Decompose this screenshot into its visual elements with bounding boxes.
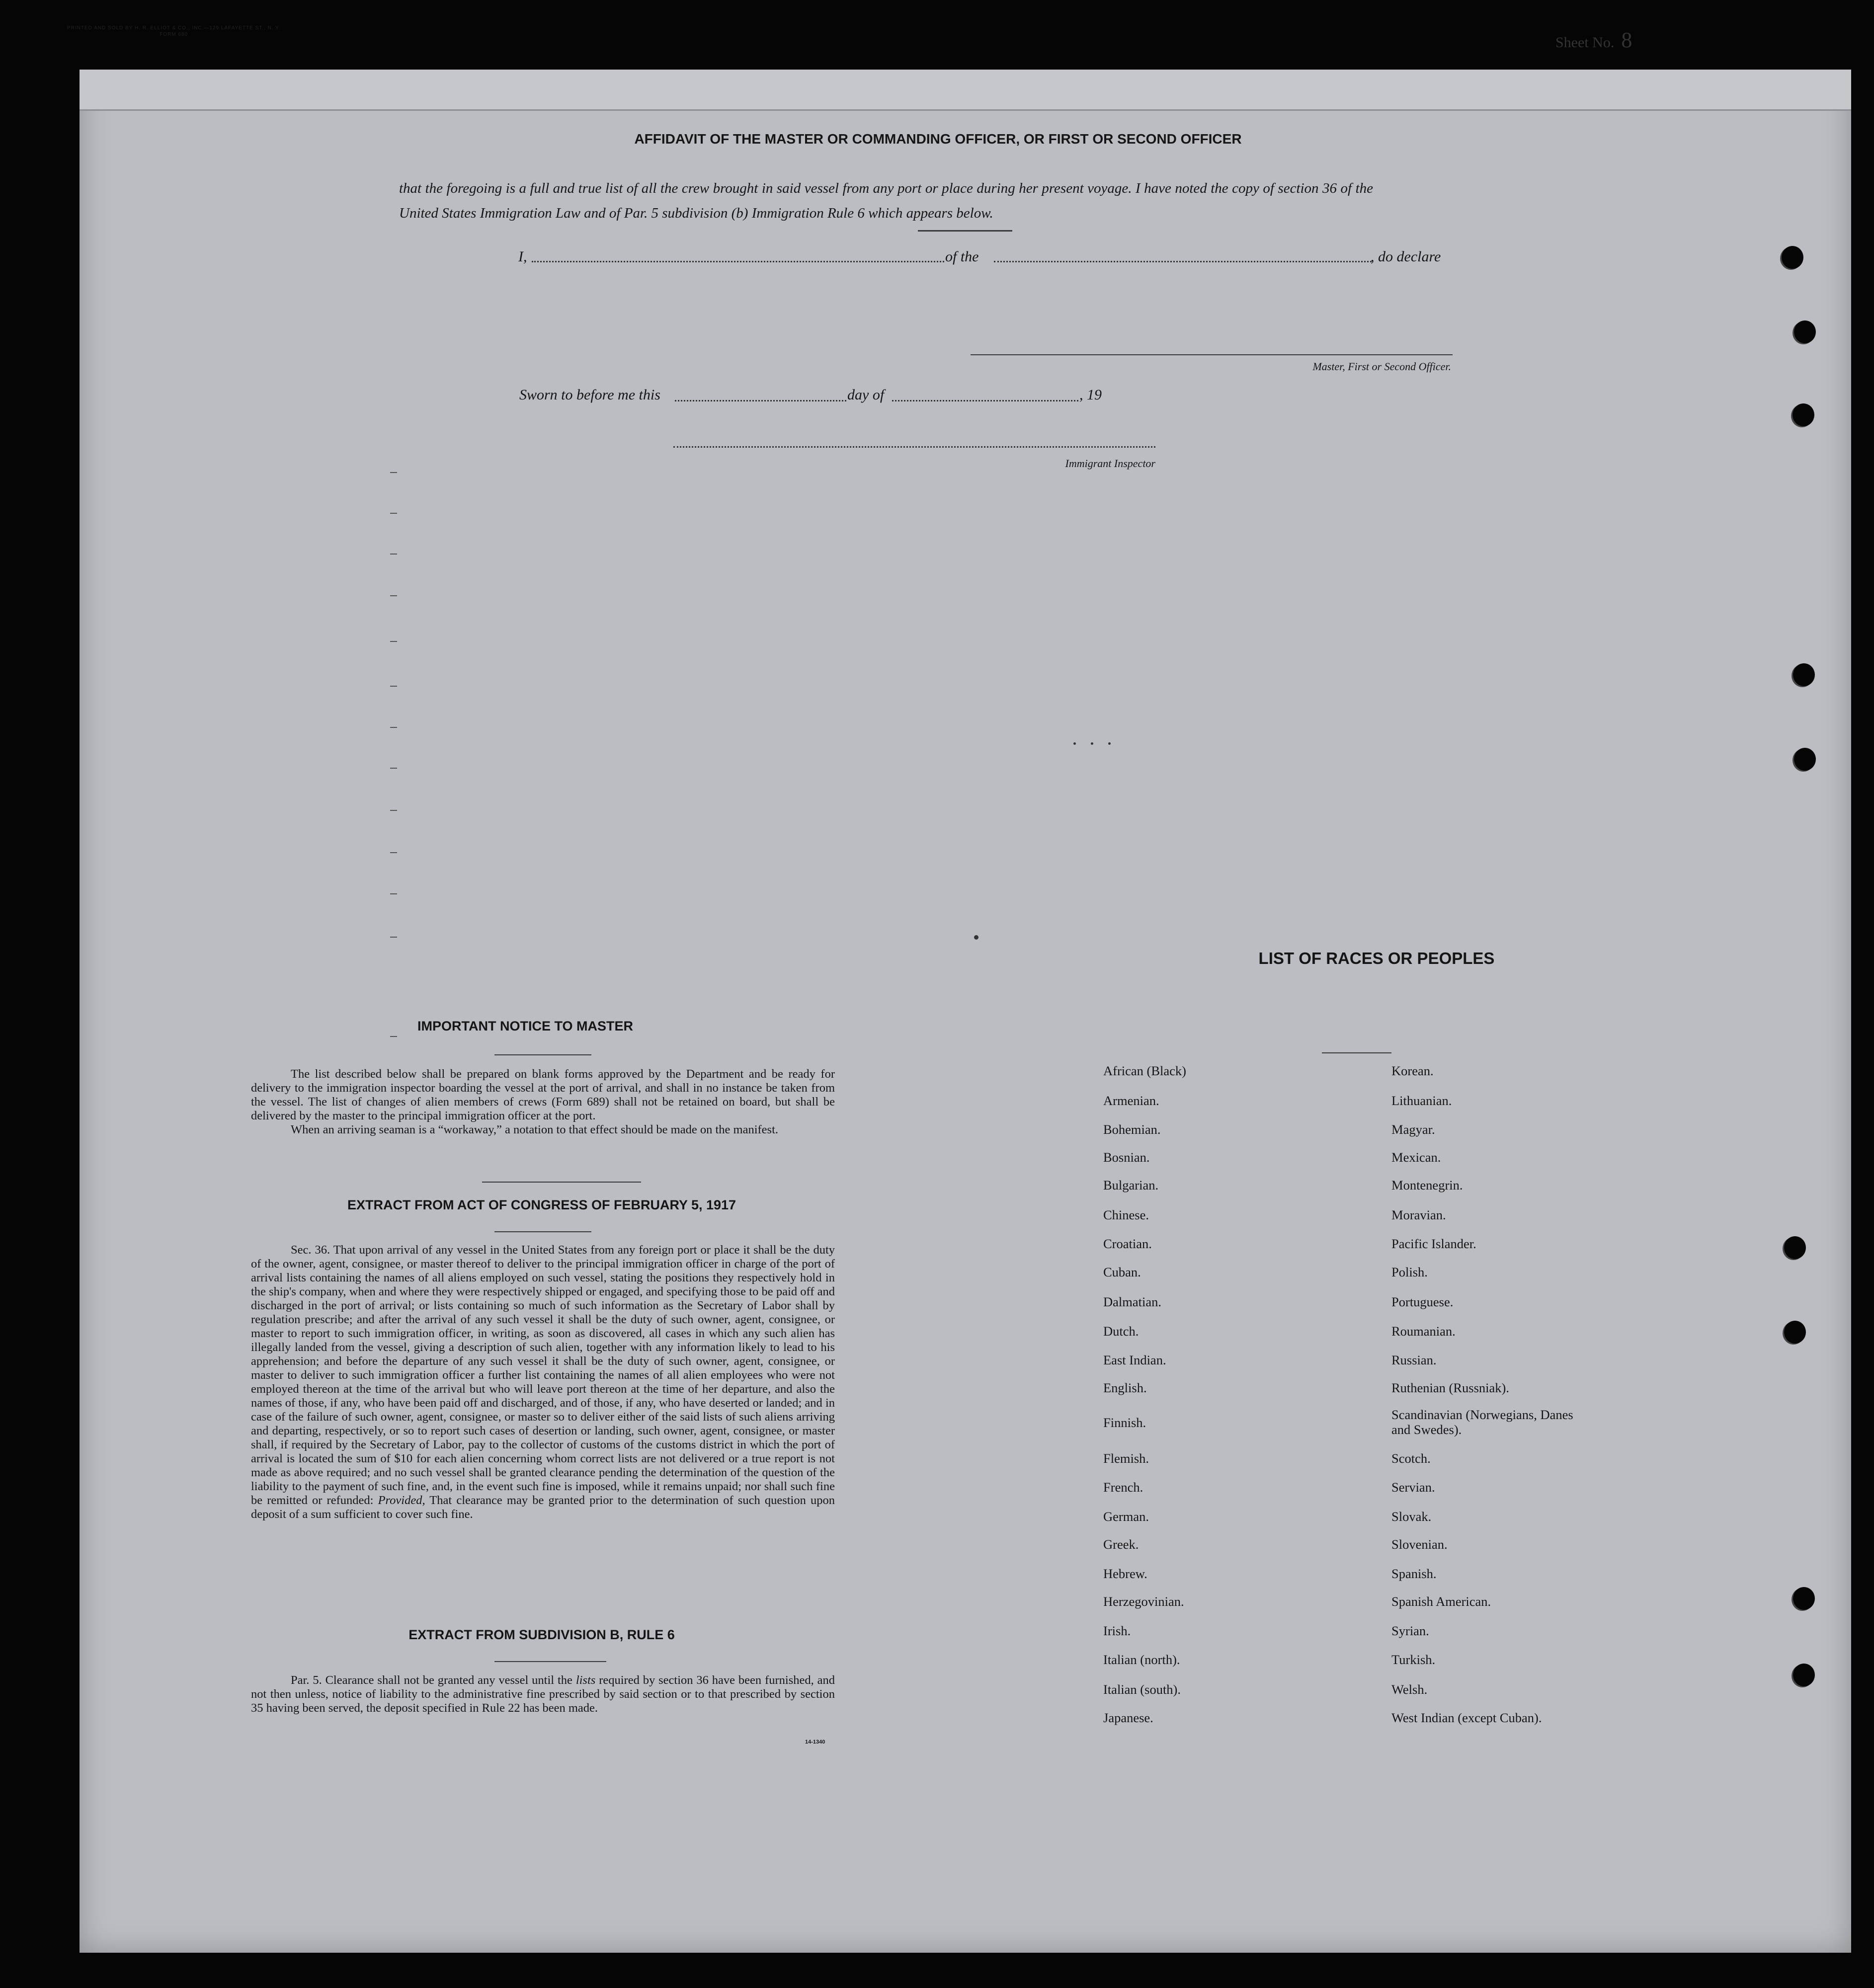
race-item: Flemish. — [1103, 1451, 1149, 1466]
year-prefix: , 19 — [1079, 387, 1102, 403]
margin-tick — [390, 893, 397, 894]
inspector-signature-line[interactable] — [673, 446, 1155, 448]
margin-tick — [390, 810, 397, 811]
margin-tick — [390, 513, 397, 514]
act-text: That upon arrival of any vessel in the United States from any foreign port or place it shall be the duty of the owner, agent, consignee, or master thereof to deliver to the principal immigration officer in charge of the port of arrival lists containing the names of all aliens employed on such vessel, stating the positions they respectively hold in the ship's company, when and where they were respectively shipped or engaged, and specifying those to be paid off and discharged in the port of arrival; or lists containing so much of such information as the Secretary of Labor shall by regulation prescribe; and after the arrival of any such vessel it shall be the duty of such owner, agent, consignee, or master to report to such immigration officer, in writing, as soon as discovered, all cases in which any such alien has illegally landed from the vessel, giving a description of such alien, together with any information likely to lead to his apprehension; and before the departure of any such vessel it shall be the duty of such owner, agent, consignee, or master to deliver to such immigration officer a further list containing the names of all alien employees who were not employed thereon at the time of the arrival but who will leave port thereon at the time of her departure, and also the names of those, if any, who have been paid off and discharged, and of those, if any, who have deserted or landed; and in case of the failure of such owner, agent, consignee, or master so to deliver either of the said lists of such aliens arriving and departing, respectively, or so to report such cases of desertion or landing, such owner, agent, consignee, or master shall, if required by the Secretary of Labor, pay to the collector of customs of the customs district in which the port of arrival is located the sum of $10 for each alien concerning whom correct lists are not delivered or a true report is not made as above required; and no such vessel shall be granted clearance pending the determination of the question of the liability to the payment of such fine, and, in the event such fine is imposed, while it remains unpaid; nor shall such fine be remitted or refunded: — [251, 1243, 835, 1507]
margin-tick — [390, 554, 397, 555]
margin-tick — [390, 768, 397, 769]
ink-speck — [1073, 742, 1076, 745]
race-item: English. — [1103, 1380, 1147, 1395]
race-item: Japanese. — [1103, 1710, 1153, 1725]
race-item: East Indian. — [1103, 1352, 1166, 1367]
race-item: Polish. — [1391, 1265, 1428, 1279]
race-item: Turkish. — [1391, 1652, 1436, 1667]
race-item: French. — [1103, 1480, 1143, 1495]
divider — [482, 1182, 641, 1183]
race-item: Slovak. — [1391, 1509, 1432, 1524]
race-item: Syrian. — [1391, 1623, 1429, 1638]
sheet-label: Sheet No. — [1555, 34, 1615, 51]
provided-word: Provided, — [378, 1494, 425, 1507]
race-item: Dalmatian. — [1103, 1294, 1161, 1309]
punch-hole — [1793, 1587, 1815, 1610]
notice-title: IMPORTANT NOTICE TO MASTER — [417, 1019, 633, 1034]
race-item: Spanish. — [1391, 1566, 1437, 1581]
master-signature-line[interactable] — [971, 354, 1453, 355]
ink-speck — [1091, 742, 1093, 745]
punch-hole — [1794, 320, 1816, 343]
race-item: Portuguese. — [1391, 1294, 1454, 1309]
affidavit-title: AFFIDAVIT OF THE MASTER OR COMMANDING OFFICER, OR FIRST OR SECOND OFFICER — [634, 131, 1242, 147]
act-extract-title: EXTRACT FROM ACT OF CONGRESS OF FEBRUARY 5, 1917 — [347, 1197, 736, 1212]
vessel-field[interactable] — [994, 261, 1372, 262]
margin-tick — [390, 727, 397, 728]
act-extract-text — [251, 1243, 835, 1521]
race-item: Roumanian. — [1391, 1324, 1456, 1339]
print-code: 14-1340 — [805, 1739, 825, 1745]
race-item: Mexican. — [1391, 1150, 1441, 1165]
race-item: West Indian (except Cuban). — [1391, 1710, 1542, 1725]
punch-hole — [1793, 663, 1815, 686]
ink-speck — [1108, 742, 1111, 745]
divider — [494, 1231, 591, 1232]
race-item: Italian (south). — [1103, 1682, 1181, 1697]
race-item: Chinese. — [1103, 1207, 1149, 1222]
sworn-day-field[interactable] — [675, 400, 846, 401]
punch-hole — [1793, 403, 1814, 426]
act-text-end: That clearance may be granted prior to the determination of such question upon deposit of a sum sufficient to cover such fine. — [251, 1494, 835, 1521]
race-item: Montenegrin. — [1391, 1178, 1463, 1193]
race-item: Scotch. — [1391, 1451, 1431, 1466]
race-item: Croatian. — [1103, 1236, 1152, 1251]
affidavit-of-the: of the — [945, 248, 979, 265]
margin-tick — [390, 1036, 397, 1037]
race-item: Ruthenian (Russniak). — [1391, 1380, 1509, 1395]
margin-tick — [390, 686, 397, 687]
notice-paragraph: The list described below shall be prepared on blank forms approved by the Department and be ready for delivery to the immigration inspector boarding the vessel at the port of arrival, and shall in no instance be taken from the vessel. The list of changes of alien members of crews (Form 689) shall not be retained on board, but shall be delivered by the master to the principal immigration officer at the port. — [251, 1067, 835, 1122]
margin-tick — [390, 937, 397, 938]
inspector-caption: Immigrant Inspector — [1065, 457, 1155, 470]
punch-hole — [1794, 748, 1816, 771]
races-title: LIST OF RACES OR PEOPLES — [1258, 949, 1495, 967]
printer-imprint — [67, 25, 280, 38]
rule-extract-title: EXTRACT FROM SUBDIVISION B, RULE 6 — [408, 1627, 675, 1642]
race-item: Welsh. — [1391, 1682, 1428, 1697]
margin-tick — [390, 641, 397, 642]
ink-speck — [974, 935, 978, 940]
race-item: Cuban. — [1103, 1265, 1141, 1279]
race-item: Pacific Islander. — [1391, 1236, 1476, 1251]
margin-tick — [390, 595, 397, 596]
race-item: Hebrew. — [1103, 1566, 1147, 1581]
race-item: Greek. — [1103, 1537, 1139, 1552]
sworn-text: Sworn to before me this — [519, 387, 660, 403]
affidavit-i: I, — [518, 248, 527, 265]
punch-hole — [1793, 1664, 1815, 1686]
race-item: Bulgarian. — [1103, 1178, 1159, 1193]
race-item: Lithuanian. — [1391, 1093, 1452, 1108]
race-item: Scandinavian (Norwegians, Danes and Swedes). — [1391, 1407, 1573, 1437]
rule-text-b: required by section 36 have been furnished, and not then unless, notice of liability to the administrative fine prescribed by said section or to that prescribed by section 35 having been served, the deposit specified in Rule 22 has been made. — [251, 1673, 835, 1715]
race-item: Finnish. — [1103, 1415, 1146, 1430]
form-number: FORM 680 — [160, 32, 188, 37]
race-item: Magyar. — [1391, 1122, 1435, 1137]
top-band — [80, 70, 1851, 111]
divider — [494, 1054, 591, 1055]
notice-text — [251, 1067, 835, 1137]
day-of-text: day of — [847, 387, 885, 403]
punch-hole — [1784, 1236, 1806, 1259]
race-item: Slovenian. — [1391, 1537, 1448, 1552]
lists-word: lists — [575, 1673, 596, 1687]
affidavit-body: that the foregoing is a full and true list of all the crew brought in said vessel from any port or place during her present voyage. I have noted the copy of section 36 of the United States Immigration Law and of Par. 5 subdivision (b) Immigration Rule 6 which appears below. — [399, 180, 1373, 221]
name-field[interactable] — [532, 261, 944, 262]
divider — [1322, 1052, 1391, 1053]
race-item: Herzegovinian. — [1103, 1594, 1184, 1609]
master-signature-caption: Master, First or Second Officer. — [1312, 360, 1451, 373]
race-item: German. — [1103, 1509, 1149, 1524]
race-item: Servian. — [1391, 1480, 1435, 1495]
race-item: Italian (north). — [1103, 1652, 1180, 1667]
punch-hole — [1782, 246, 1803, 269]
divider — [494, 1661, 606, 1662]
sheet-number-field — [1555, 27, 1632, 53]
notice-paragraph: When an arriving seaman is a “workaway,” a notation to that effect should be made on the manifest. — [291, 1123, 779, 1136]
race-item: Russian. — [1391, 1352, 1437, 1367]
printer-line: PRINTED AND SOLD BY H. R. ELLIOT & CO., INC.—129 LAFAYETTE ST., N. Y. — [67, 25, 281, 31]
race-item: Bohemian. — [1103, 1122, 1161, 1137]
divider — [918, 230, 1012, 232]
section-label: Sec. 36. — [291, 1243, 330, 1257]
rule-text-a: Par. 5. Clearance shall not be granted any vessel until the — [291, 1673, 572, 1687]
margin-tick — [390, 852, 397, 853]
race-item: Moravian. — [1391, 1207, 1446, 1222]
sworn-month-field[interactable] — [892, 400, 1078, 401]
punch-hole — [1784, 1321, 1806, 1344]
race-item: Armenian. — [1103, 1093, 1159, 1108]
race-item: Dutch. — [1103, 1324, 1139, 1339]
affidavit-do-declare: , do declare — [1371, 248, 1441, 265]
race-item: Spanish American. — [1391, 1594, 1491, 1609]
race-item: Irish. — [1103, 1623, 1131, 1638]
race-item: African (Black) — [1103, 1063, 1187, 1078]
rule-extract-text — [251, 1673, 835, 1715]
margin-tick — [390, 472, 397, 473]
sheet-number: 8 — [1621, 28, 1632, 52]
race-item: Bosnian. — [1103, 1150, 1150, 1165]
race-item: Korean. — [1391, 1063, 1434, 1078]
form-sheet — [80, 70, 1851, 1953]
